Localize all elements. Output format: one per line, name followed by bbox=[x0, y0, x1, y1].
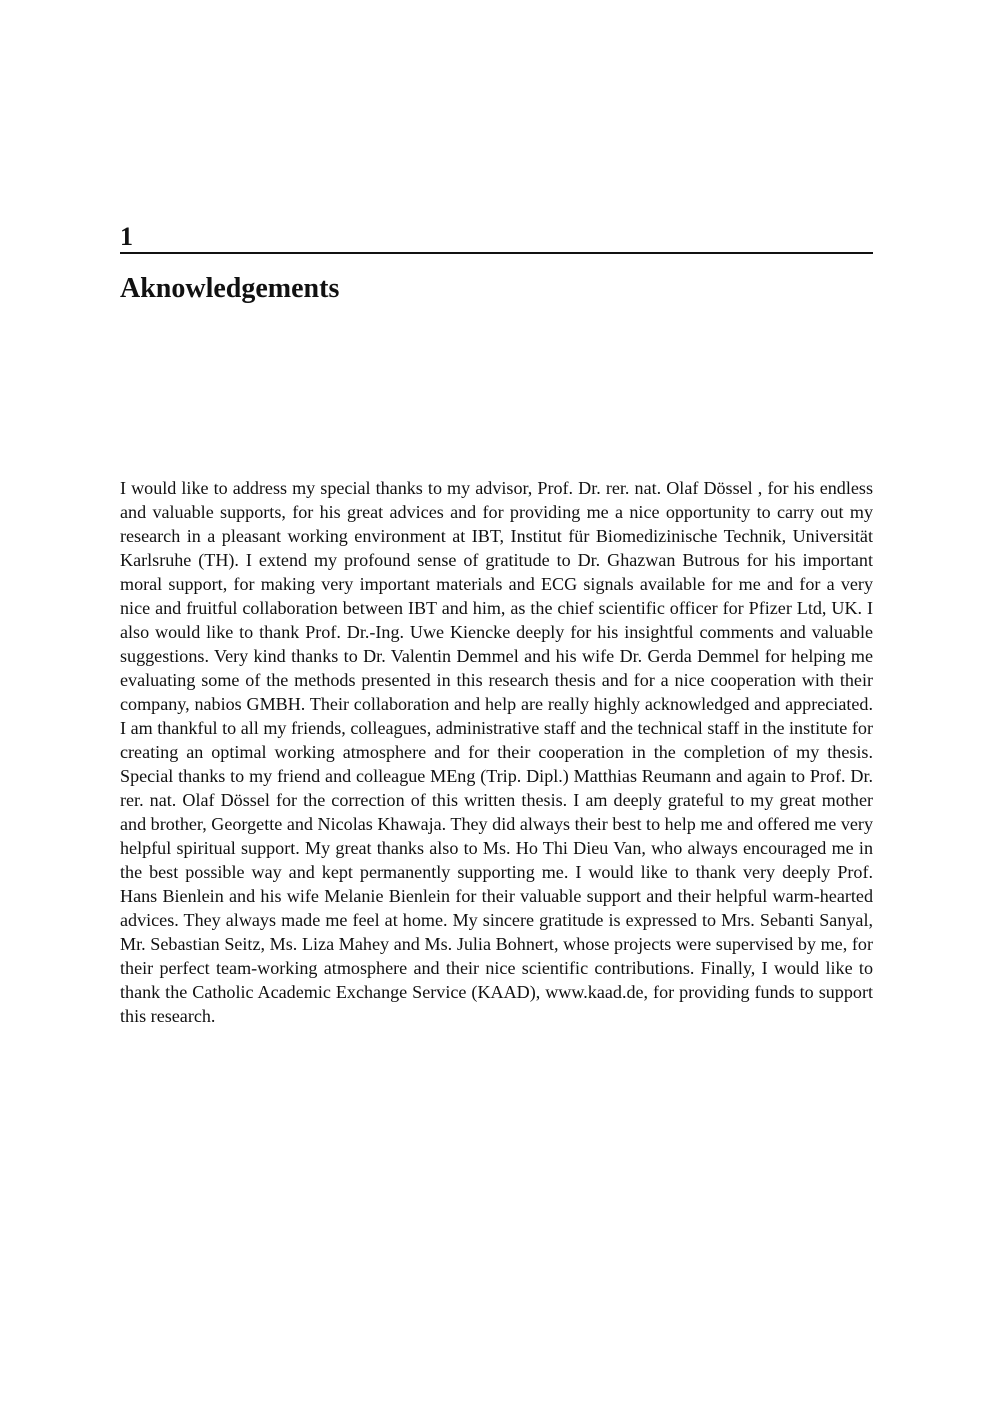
chapter-number: 1 bbox=[120, 222, 133, 251]
acknowledgements-paragraph: I would like to address my special thanks to my advisor, Prof. Dr. rer. nat. Olaf Dössel , for his endless and valuable supports, for his great advices and for providing me a nice opportunity to carry out my research in a pleasant working environment at IBT, Institut für Biomedizinische Technik, Universität Karlsruhe (TH). I extend my profound sense of gratitude to Dr. Ghazwan Butrous for his important moral support, for making very important materials and ECG signals available for me and for a very nice and fruitful collaboration between IBT and him, as the chief scientific officer for Pfizer Ltd, UK. I also would like to thank Prof. Dr.-Ing. Uwe Kiencke deeply for his insightful comments and valuable suggestions. Very kind thanks to Dr. Valentin Demmel and his wife Dr. Gerda Demmel for helping me evaluating some of the methods presented in this research thesis and for a nice cooperation with their company, nabios GMBH. Their collaboration and help are really highly acknowledged and appreciated. I am thankful to all my friends, colleagues, administrative staff and the technical staff in the institute for creating an optimal working atmosphere and for their cooperation in the completion of my thesis. Special thanks to my friend and colleague MEng (Trip. Dipl.) Matthias Reumann and again to Prof. Dr. rer. nat. Olaf Dössel for the correction of this written thesis. I am deeply grateful to my great mother and brother, Georgette and Nicolas Khawaja. They did always their best to help me and offered me very helpful spiritual support. My great thanks also to Ms. Ho Thi Dieu Van, who always encouraged me in the best possible way and kept permanently supporting me. I would like to thank very deeply Prof. Hans Bienlein and his wife Melanie Bienlein for their valuable support and their helpful warm-hearted advices. They always made me feel at home. My sincere gratitude is expressed to Mrs. Sebanti Sanyal, Mr. Sebastian Seitz, Ms. Liza Mahey and Ms. Julia Bohnert, whose projects were supervised by me, for their perfect team-working atmosphere and their nice scientific contributions. Finally, I would like to thank the Catholic Academic Exchange Service (KAAD), www.kaad.de, for providing funds to support this research. bbox=[120, 478, 873, 1026]
chapter-title: Aknowledgements bbox=[120, 273, 340, 304]
chapter-rule bbox=[120, 252, 873, 254]
